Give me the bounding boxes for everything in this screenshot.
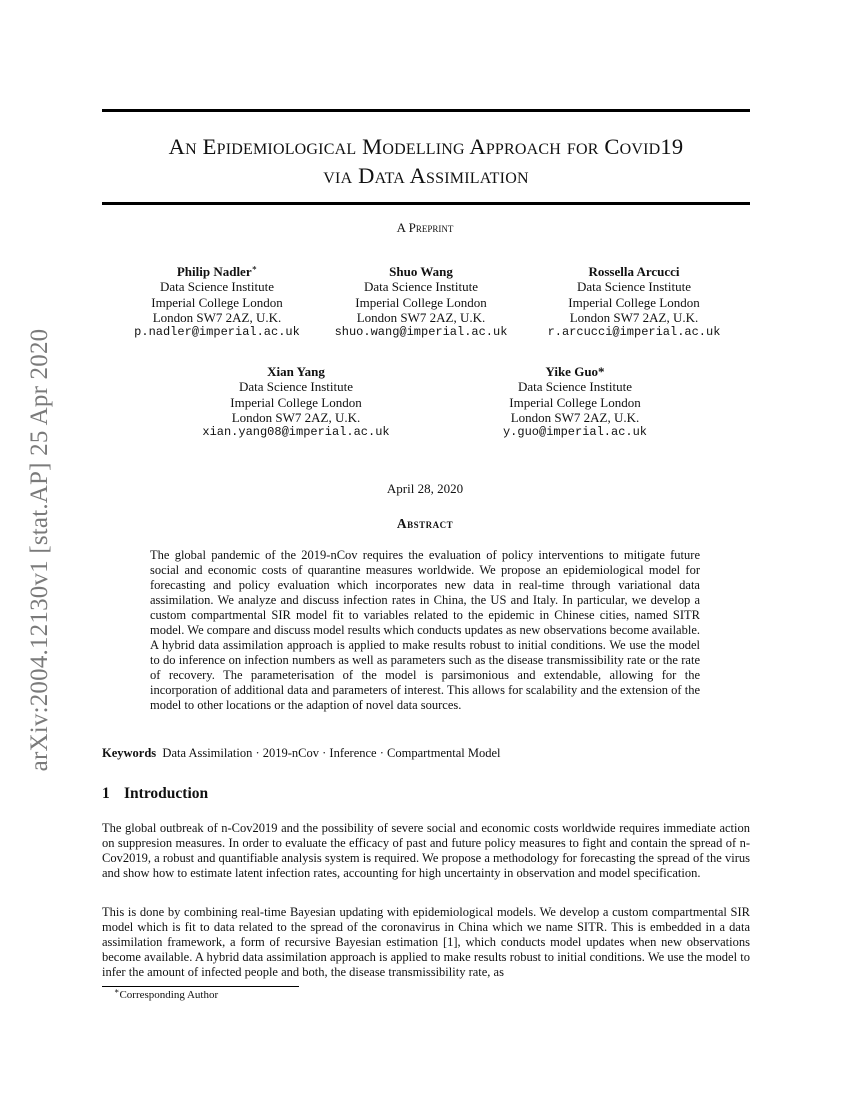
title-line-1: An Epidemiological Modelling Approach for Covid19 [168, 134, 684, 159]
preprint-label: A Preprint [396, 220, 454, 235]
author-name: Xian Yang [267, 364, 325, 379]
author-dept: Data Science Institute [238, 379, 354, 395]
author-address: London SW7 2AZ, U.K. [569, 309, 699, 325]
author-address: London SW7 2AZ, U.K. [510, 409, 640, 425]
footnote-text: Corresponding Author [119, 989, 219, 1001]
section-heading [102, 785, 208, 803]
abstract-heading: Abstract [396, 516, 454, 531]
author-email[interactable]: r.arcucci@imperial.ac.uk [547, 325, 721, 340]
author-block [465, 364, 685, 440]
author-org: Imperial College London [151, 294, 283, 310]
title-rule-bottom [102, 202, 750, 205]
footnote [114, 986, 219, 1001]
author-org: Imperial College London [230, 394, 362, 410]
section-title: Introduction [124, 785, 209, 802]
author-address: London SW7 2AZ, U.K. [152, 309, 282, 325]
section-number: 1 [102, 785, 110, 802]
author-block [186, 364, 406, 440]
publication-date: April 28, 2020 [386, 481, 464, 496]
author-name: Shuo Wang [389, 264, 453, 279]
footnote-marker: * [598, 364, 605, 379]
author-email[interactable]: y.guo@imperial.ac.uk [502, 425, 648, 440]
author-address: London SW7 2AZ, U.K. [231, 409, 361, 425]
author-dept: Data Science Institute [159, 279, 275, 295]
author-name: Philip Nadler∗ [176, 263, 258, 279]
author-dept: Data Science Institute [363, 279, 479, 295]
author-org: Imperial College London [568, 294, 700, 310]
author-block [524, 264, 744, 340]
keywords [102, 746, 750, 761]
author-block [311, 264, 531, 340]
author-email[interactable]: p.nadler@imperial.ac.uk [134, 325, 300, 340]
author-email[interactable]: shuo.wang@imperial.ac.uk [334, 325, 508, 340]
author-org: Imperial College London [509, 394, 641, 410]
paragraph: This is done by combining real-time Bayesian updating with epidemiological models. We develop a custom compartmental SIR model which is fit to data related to the spread of the coronavirus in China which we name SITR. This is embedded in a data assimilation framework, a form of recursive Bayesian estimation [1], which conducts model updates when new observations become available. A hybrid data assimilation approach is applied to make results robust to initial conditions. We use the model to infer the amount of infected people and both, the disease transmissibility rate, as [102, 905, 750, 979]
keywords-label: Keywords [102, 746, 157, 760]
footnote-marker: ∗ [251, 263, 258, 273]
footnote-rule [102, 986, 299, 987]
author-name: Rossella Arcucci [588, 264, 680, 279]
author-address: London SW7 2AZ, U.K. [356, 309, 486, 325]
title-line-2: via Data Assimilation [323, 163, 529, 188]
footnote-mark: ∗ [114, 986, 120, 996]
title-rule-top [102, 109, 750, 112]
abstract-body: The global pandemic of the 2019-nCov requires the evaluation of policy interventions to mitigate future social and economic costs of quarantine measures worldwide. We propose an epidemiological model for forecasting and policy evaluation which incorporates new data in real-time through variational data assimilation. We analyze and discuss infection rates in China, the US and Italy. In particular, we develop a custom compartmental SIR model fit to variables related to the epidemic in Chinese cities, named SITR model. We compare and discuss model results which conducts updates as new observations become available. A hybrid data assimilation approach is applied to make results robust to initial conditions. We use the model to do inference on infection numbers as well as parameters such as the disease transmissibility rate or the rate of recovery. The parameterisation of the model is parsimonious and extendable, allowing for the incorporation of additional data and parameters of interest. This allows for scalability and the extension of the model to other locations or the adaption of novel data sources. [150, 548, 700, 712]
author-org: Imperial College London [355, 294, 487, 310]
author-block [107, 264, 327, 340]
arxiv-identifier-text: arXiv:2004.12130v1 [stat.AP] 25 Apr 2020 [26, 328, 53, 772]
author-name: Yike Guo* [545, 364, 605, 379]
paper-title [102, 132, 750, 190]
author-dept: Data Science Institute [517, 379, 633, 395]
author-dept: Data Science Institute [576, 279, 692, 295]
author-email[interactable]: xian.yang08@imperial.ac.uk [202, 425, 390, 440]
keywords-text: Data Assimilation · 2019-nCov · Inference · Compartmental Model [162, 746, 501, 760]
paragraph: The global outbreak of n-Cov2019 and the possibility of severe social and economic costs worldwide requires immediate action on suppresion measures. In order to evaluate the efficacy of past and future policy measures to fight and contain the spread of n-Cov2019, a robust and quantifiable analysis system is required. We propose a methodology for forecasting the spread of the virus and show how to estimate latent infection rates, accounting for high uncertainty in observation and model specification. [102, 821, 750, 880]
